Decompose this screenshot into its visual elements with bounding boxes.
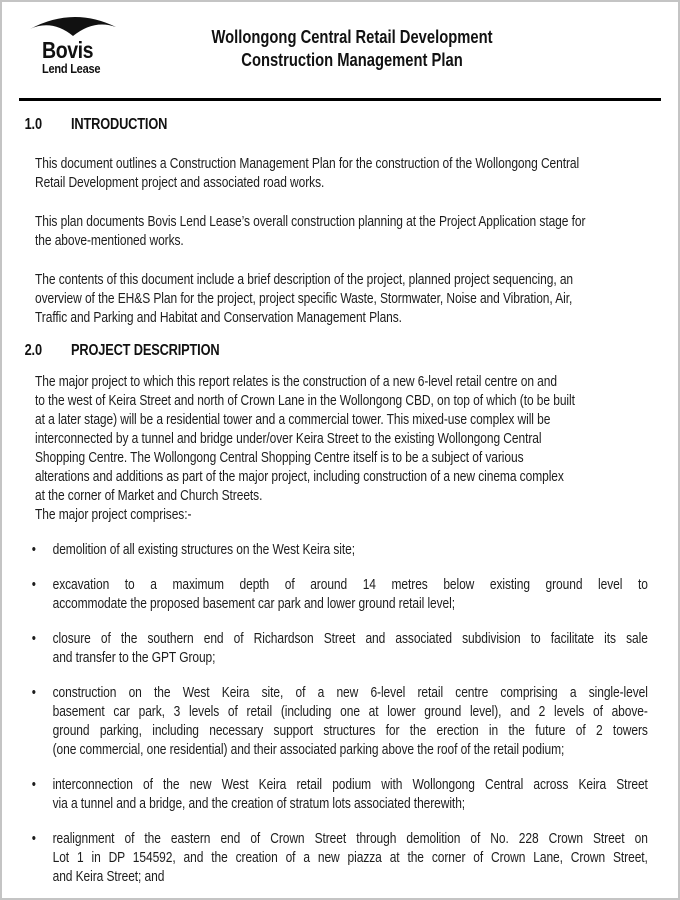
section-title: PROJECT DESCRIPTION bbox=[71, 342, 220, 359]
bullet-line: construction on the West Keira site, of a new 6-level retail centre comprising a single-level bbox=[52, 684, 648, 701]
bovis-lend-lease-logo bbox=[30, 14, 130, 75]
section-heading bbox=[19, 115, 648, 134]
paragraph-line: overview of the EH&S Plan for the project, project specific Waste, Stormwater, Noise and Vibration, Air, bbox=[35, 290, 573, 307]
paragraph bbox=[19, 270, 648, 327]
paragraph bbox=[19, 212, 648, 250]
bullet-line: Lot 1 in DP 154592, and the creation of a new piazza at the corner of Crown Lane, Crown Street, bbox=[52, 849, 648, 866]
bullet-icon: • bbox=[31, 830, 37, 847]
header-divider-rule bbox=[19, 98, 661, 101]
paragraph-line: The contents of this document include a brief description of the project, planned project sequencing, an bbox=[35, 271, 574, 288]
bullet-line: and transfer to the GPT Group; bbox=[52, 649, 216, 666]
paragraph-line: interconnected by a tunnel and bridge under/over Keira Street to the existing Wollongong Central bbox=[35, 430, 542, 447]
bullet-text bbox=[53, 683, 648, 759]
paragraph bbox=[19, 372, 648, 505]
bullet-line: closure of the southern end of Richardson Street and associated subdivision to facilitate its sale bbox=[52, 630, 648, 647]
section-number: 1.0 bbox=[24, 116, 42, 133]
bullet-item bbox=[19, 775, 648, 813]
bullet-line: realignment of the eastern end of Crown Street through demolition of No. 228 Crown Street on bbox=[52, 830, 648, 847]
bullet-item bbox=[19, 683, 648, 759]
paragraph-line: at the corner of Market and Church Streets. bbox=[35, 487, 263, 504]
bullet-line: via a tunnel and a bridge, and the creation of stratum lots associated therewith; bbox=[52, 795, 466, 812]
section-heading bbox=[19, 341, 648, 360]
document-title-line2: Construction Management Plan bbox=[241, 50, 463, 70]
bullet-icon: • bbox=[31, 684, 37, 701]
paragraph-line: at a later stage) will be a residential tower and a commercial tower. This mixed-use complex will be bbox=[35, 411, 551, 428]
bullet-item bbox=[19, 575, 648, 613]
bullet-item bbox=[19, 629, 648, 667]
bovis-swoosh-icon bbox=[30, 14, 130, 37]
document-section bbox=[19, 341, 648, 886]
bullet-item bbox=[19, 829, 648, 886]
paragraph-line: Traffic and Parking and Habitat and Conservation Management Plans. bbox=[35, 309, 402, 326]
paragraph-line: The major project to which this report relates is the construction of a new 6-level retail centre on and bbox=[35, 373, 557, 390]
section-number: 2.0 bbox=[24, 342, 42, 359]
bullet-line: demolition of all existing structures on the West Keira site; bbox=[52, 541, 355, 558]
paragraph-line: Retail Development project and associated road works. bbox=[35, 174, 325, 191]
bullet-line: interconnection of the new West Keira retail podium with Wollongong Central across Keira Street bbox=[52, 776, 648, 793]
paragraph-line: the above-mentioned works. bbox=[35, 232, 184, 249]
bullet-icon: • bbox=[31, 630, 37, 647]
bullet-icon: • bbox=[31, 776, 37, 793]
bullet-line: (one commercial, one residential) and their associated parking above the roof of the retail podium; bbox=[52, 741, 565, 758]
document-content bbox=[2, 115, 678, 886]
bullet-item bbox=[19, 540, 648, 559]
bullet-text bbox=[53, 575, 648, 613]
paragraph bbox=[19, 154, 648, 192]
paragraph-line: Shopping Centre. The Wollongong Central Shopping Centre itself is to be a subject of various bbox=[35, 449, 524, 466]
document-section bbox=[19, 115, 648, 327]
bullet-line: accommodate the proposed basement car park and lower ground retail level; bbox=[52, 595, 455, 612]
document-title bbox=[163, 26, 540, 72]
document-body bbox=[19, 115, 648, 886]
bullet-line: basement car park, 3 levels of retail (including one at lower ground level), and 2 levels of above- bbox=[52, 703, 648, 720]
paragraph-line: alterations and additions as part of the major project, including construction of a new cinema complex bbox=[35, 468, 564, 485]
bullet-text bbox=[53, 775, 648, 813]
bullet-text bbox=[53, 829, 648, 886]
paragraph-line: This plan documents Bovis Lend Lease’s overall construction planning at the Project Application stage for bbox=[35, 213, 586, 230]
logo-brand-text: Bovis bbox=[42, 37, 94, 63]
bullet-line: excavation to a maximum depth of around 14 metres below existing ground level to bbox=[52, 576, 648, 593]
paragraph-line: The major project comprises:- bbox=[35, 506, 192, 523]
bullet-icon: • bbox=[31, 541, 37, 558]
paragraph-line: to the west of Keira Street and north of Crown Lane in the Wollongong CBD, on top of which (to be built bbox=[35, 392, 575, 409]
bullet-line: and Keira Street; and bbox=[52, 868, 165, 885]
bullet-icon: • bbox=[31, 576, 37, 593]
document-title-line1: Wollongong Central Retail Development bbox=[211, 27, 493, 47]
page-header bbox=[2, 2, 678, 98]
section-title: INTRODUCTION bbox=[71, 116, 168, 133]
logo-subbrand-text: Lend Lease bbox=[42, 61, 101, 76]
paragraph-line: This document outlines a Construction Management Plan for the construction of the Wollongong Central bbox=[35, 155, 580, 172]
paragraph bbox=[19, 505, 648, 524]
bullet-line: ground parking, including necessary support structures for the erection in the future of 2 towers bbox=[52, 722, 648, 739]
bullet-text bbox=[53, 540, 648, 559]
bullet-text bbox=[53, 629, 648, 667]
